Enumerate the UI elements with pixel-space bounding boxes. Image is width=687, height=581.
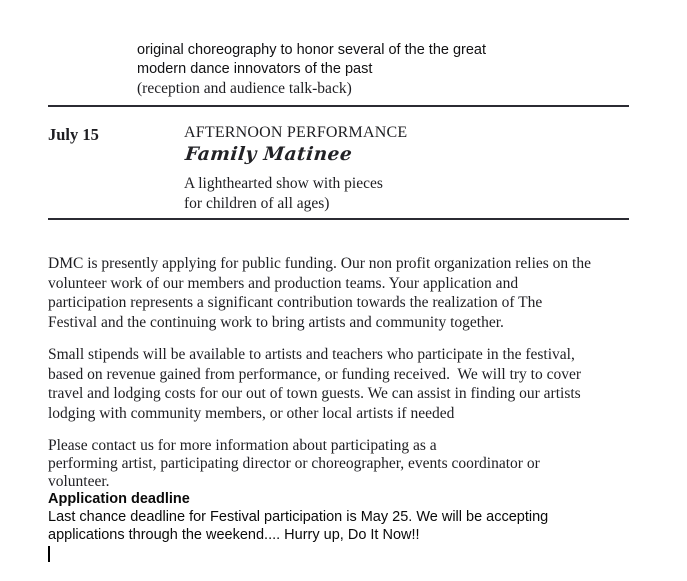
schedule-date[interactable]: July 15	[48, 125, 99, 144]
text-line[interactable]: participation represents a significant contribution towards the realization of The	[48, 294, 543, 311]
text-line[interactable]: performing artist, participating director or choreographer, events coordinator or	[48, 455, 540, 472]
schedule-description-column	[184, 124, 407, 213]
intro-block	[137, 41, 486, 98]
text-line[interactable]: A lighthearted show with pieces	[184, 175, 383, 192]
text-line[interactable]: Last chance deadline for Festival participation is May 25. We will be accepting	[48, 509, 549, 525]
deadline-heading[interactable]: Application deadline	[48, 491, 190, 507]
paragraph-contact	[48, 437, 648, 491]
text-line[interactable]: based on revenue gained from performance, or funding received. We will try to cover	[48, 365, 582, 383]
paragraph-funding	[48, 254, 648, 332]
intro-sans-lines	[137, 41, 486, 79]
text-line[interactable]: applications through the weekend.... Hurry up, Do It Now!!	[48, 527, 420, 543]
event-description	[184, 174, 407, 213]
event-title[interactable]: AFTERNOON PERFORMANCE	[184, 124, 408, 141]
event-subtitle-script[interactable]: Family Matinee	[184, 144, 354, 165]
text-line[interactable]: Please contact us for more information about participating as a	[48, 437, 437, 454]
text-line[interactable]: volunteer.	[48, 473, 110, 490]
text-line[interactable]: volunteer work of our members and production teams. Your application and	[48, 274, 519, 292]
divider-bottom	[48, 218, 629, 220]
text-line[interactable]: original choreography to honor several of the the great	[137, 42, 487, 58]
text-line[interactable]: DMC is presently applying for public funding. Our non profit organization relies on the	[48, 255, 591, 272]
text-line[interactable]: for children of all ages)	[184, 194, 330, 212]
divider-top	[48, 105, 629, 107]
text-line[interactable]: Festival and the continuing work to bring artists and community together.	[48, 313, 504, 331]
text-cursor-icon	[48, 546, 50, 562]
text-line[interactable]: travel and lodging costs for our out of town guests. We can assist in finding our artists	[48, 385, 581, 402]
text-line[interactable]: modern dance innovators of the past	[137, 61, 373, 77]
text-line[interactable]: lodging with community members, or other local artists if needed	[48, 404, 455, 422]
text-line[interactable]: Small stipends will be available to artists and teachers who participate in the festival,	[48, 346, 575, 363]
cursor-line[interactable]	[48, 545, 648, 563]
body-text-area[interactable]	[48, 254, 648, 563]
paragraph-stipends	[48, 345, 648, 423]
deadline-text	[48, 508, 648, 544]
intro-serif-line[interactable]: (reception and audience talk-back)	[137, 80, 352, 97]
